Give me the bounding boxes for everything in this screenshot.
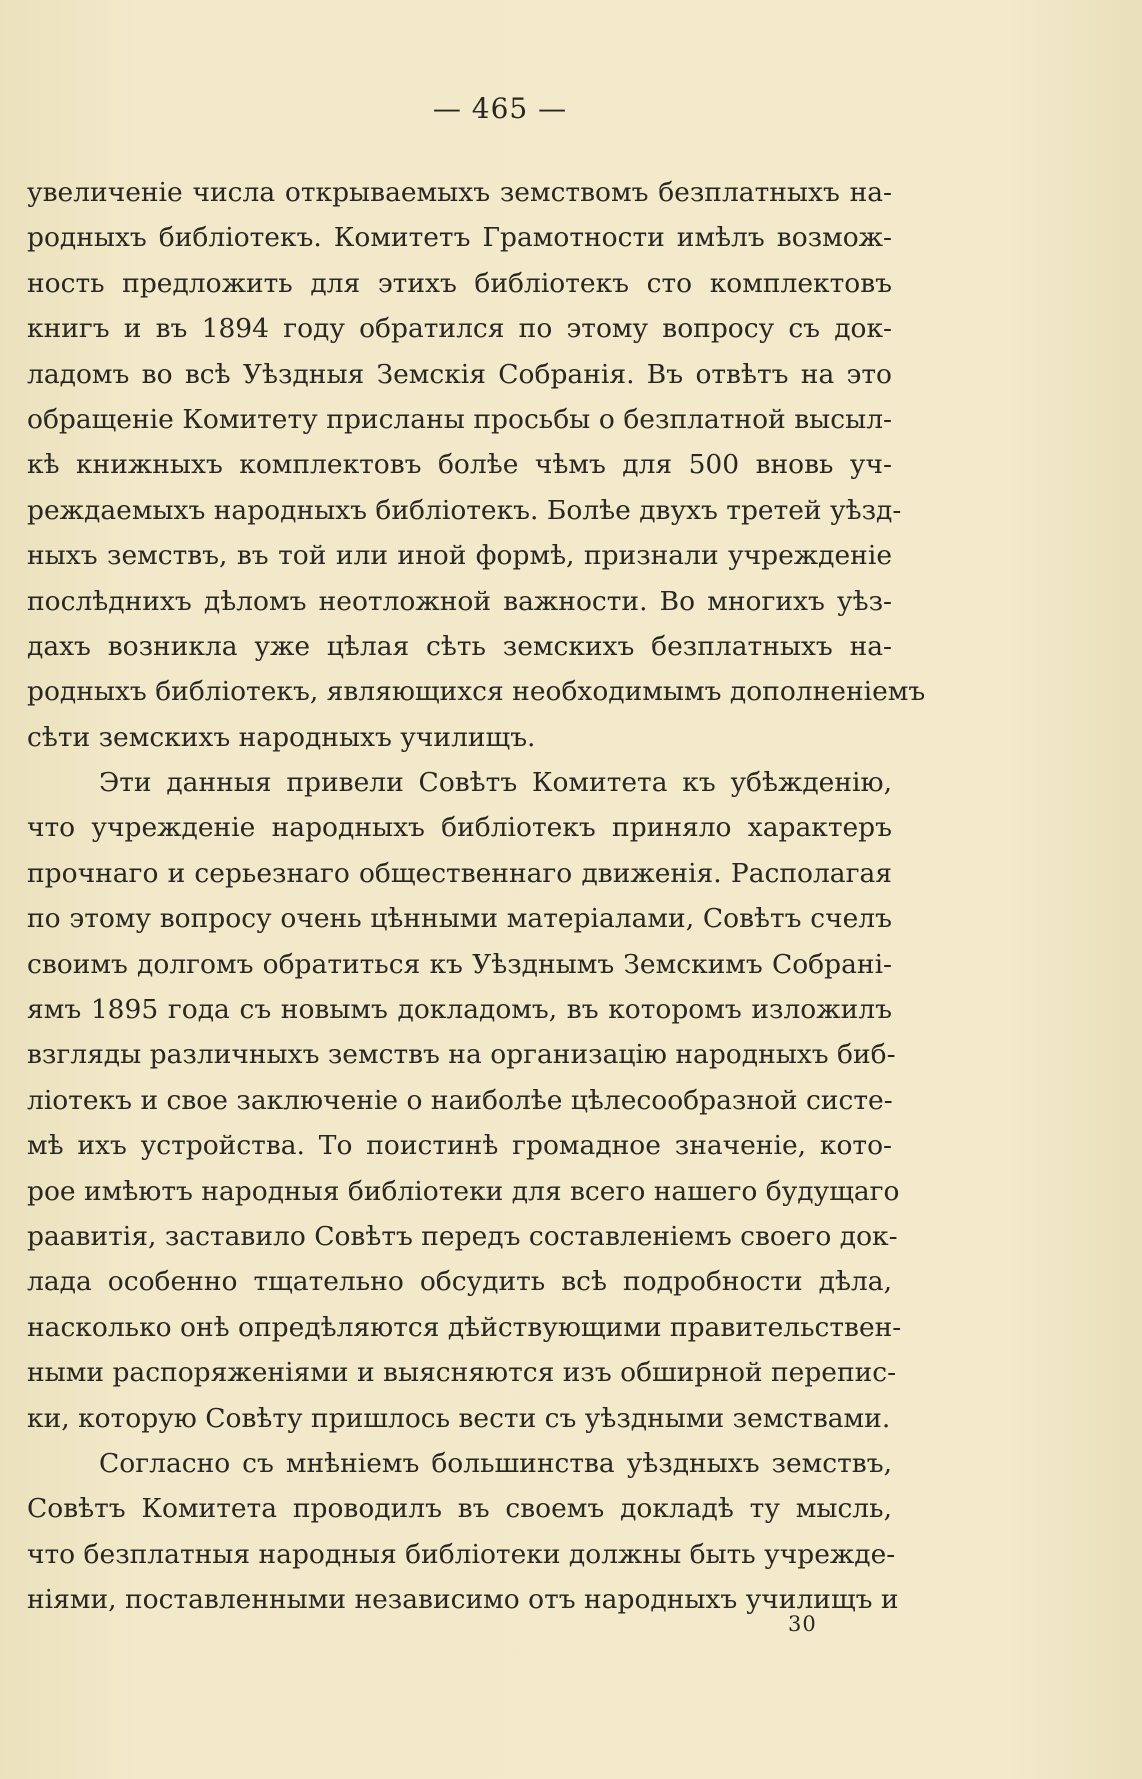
text-line: прочнаго и серьезнаго общественнаго движенія. Располагая — [27, 857, 892, 889]
text-line: лада особенно тщательно обсудить всѣ подробности дѣла, — [27, 1266, 892, 1298]
text-line: книгъ и въ 1894 году обратился по этому вопросу съ док- — [27, 313, 892, 345]
text-line: взгляды различныхъ земствъ на организацію народныхъ биб- — [27, 1039, 896, 1071]
signature-mark: 30 — [788, 1612, 817, 1636]
text-line: насколько онѣ опредѣляются дѣйствующими правительствен- — [27, 1311, 902, 1343]
text-line: по этому вопросу очень цѣнными матеріалами, Совѣтъ счелъ — [27, 903, 892, 935]
text-line: ными распоряженіями и выясняются изъ обширной перепис- — [27, 1357, 897, 1389]
paragraph-first-line: Эти данныя привели Совѣтъ Комитета къ убѣжденію, — [99, 767, 892, 799]
text-line: раавитія, заставило Совѣтъ передъ составленіемъ своего док- — [27, 1220, 898, 1252]
body-text — [27, 170, 926, 1623]
paragraph-first-line: Согласно съ мнѣніемъ большинства уѣздныхъ земствъ, — [99, 1447, 892, 1479]
text-line: мѣ ихъ устройства. То поистинѣ громадное значеніе, кото- — [27, 1130, 892, 1162]
text-line: родныхъ библіотекъ, являющихся необходимымъ дополненіемъ — [27, 676, 926, 708]
text-line: что учрежденіе народныхъ библіотекъ приняло характеръ — [27, 812, 892, 844]
text-line: своимъ долгомъ обратиться къ Уѣзднымъ Земскимъ Собрані- — [27, 948, 892, 980]
text-line: Совѣтъ Комитета проводилъ въ своемъ докладѣ ту мысль, — [27, 1493, 892, 1525]
text-line: родныхъ библіотекъ. Комитетъ Грамотности имѣлъ возмож- — [27, 222, 892, 254]
text-line: ладомъ во всѣ Уѣздныя Земскія Собранія. Въ отвѣтъ на это — [27, 358, 892, 390]
text-line: послѣднихъ дѣломъ неотложной важности. Во многихъ уѣз- — [27, 585, 892, 617]
text-line: ямъ 1895 года съ новымъ докладомъ, въ которомъ изложилъ — [27, 994, 892, 1026]
text-line: что безплатныя народныя библіотеки должны быть учрежде- — [27, 1538, 896, 1570]
text-line: ныхъ земствъ, въ той или иной формѣ, признали учрежденіе — [27, 540, 892, 572]
text-line: ніями, поставленными независимо отъ народныхъ училищъ и — [27, 1584, 899, 1616]
text-line: ность предложить для этихъ библіотекъ сто комплектовъ — [27, 267, 892, 299]
text-line: рое имѣютъ народныя библіотеки для всего нашего будущаго — [27, 1175, 900, 1207]
text-line: обращеніе Комитету присланы просьбы о безплатной высыл- — [27, 403, 892, 435]
text-line: реждаемыхъ народныхъ библіотекъ. Болѣе двухъ третей уѣзд- — [27, 494, 902, 526]
text-line: кѣ книжныхъ комплектовъ болѣе чѣмъ для 500 вновь уч- — [27, 449, 892, 481]
text-line: ліотекъ и свое заключеніе о наиболѣе цѣлесообразной систе- — [27, 1084, 893, 1116]
text-line: ки, которую Совѣту пришлось вести съ уѣздными земствами. — [27, 1402, 891, 1434]
text-line: дахъ возникла уже цѣлая сѣть земскихъ безплатныхъ на- — [27, 630, 892, 662]
page-number: — 465 — — [432, 92, 568, 125]
text-line: сѣти земскихъ народныхъ училищъ. — [27, 721, 536, 753]
text-line: увеличеніе числа открываемыхъ земствомъ безплатныхъ на- — [27, 177, 892, 208]
